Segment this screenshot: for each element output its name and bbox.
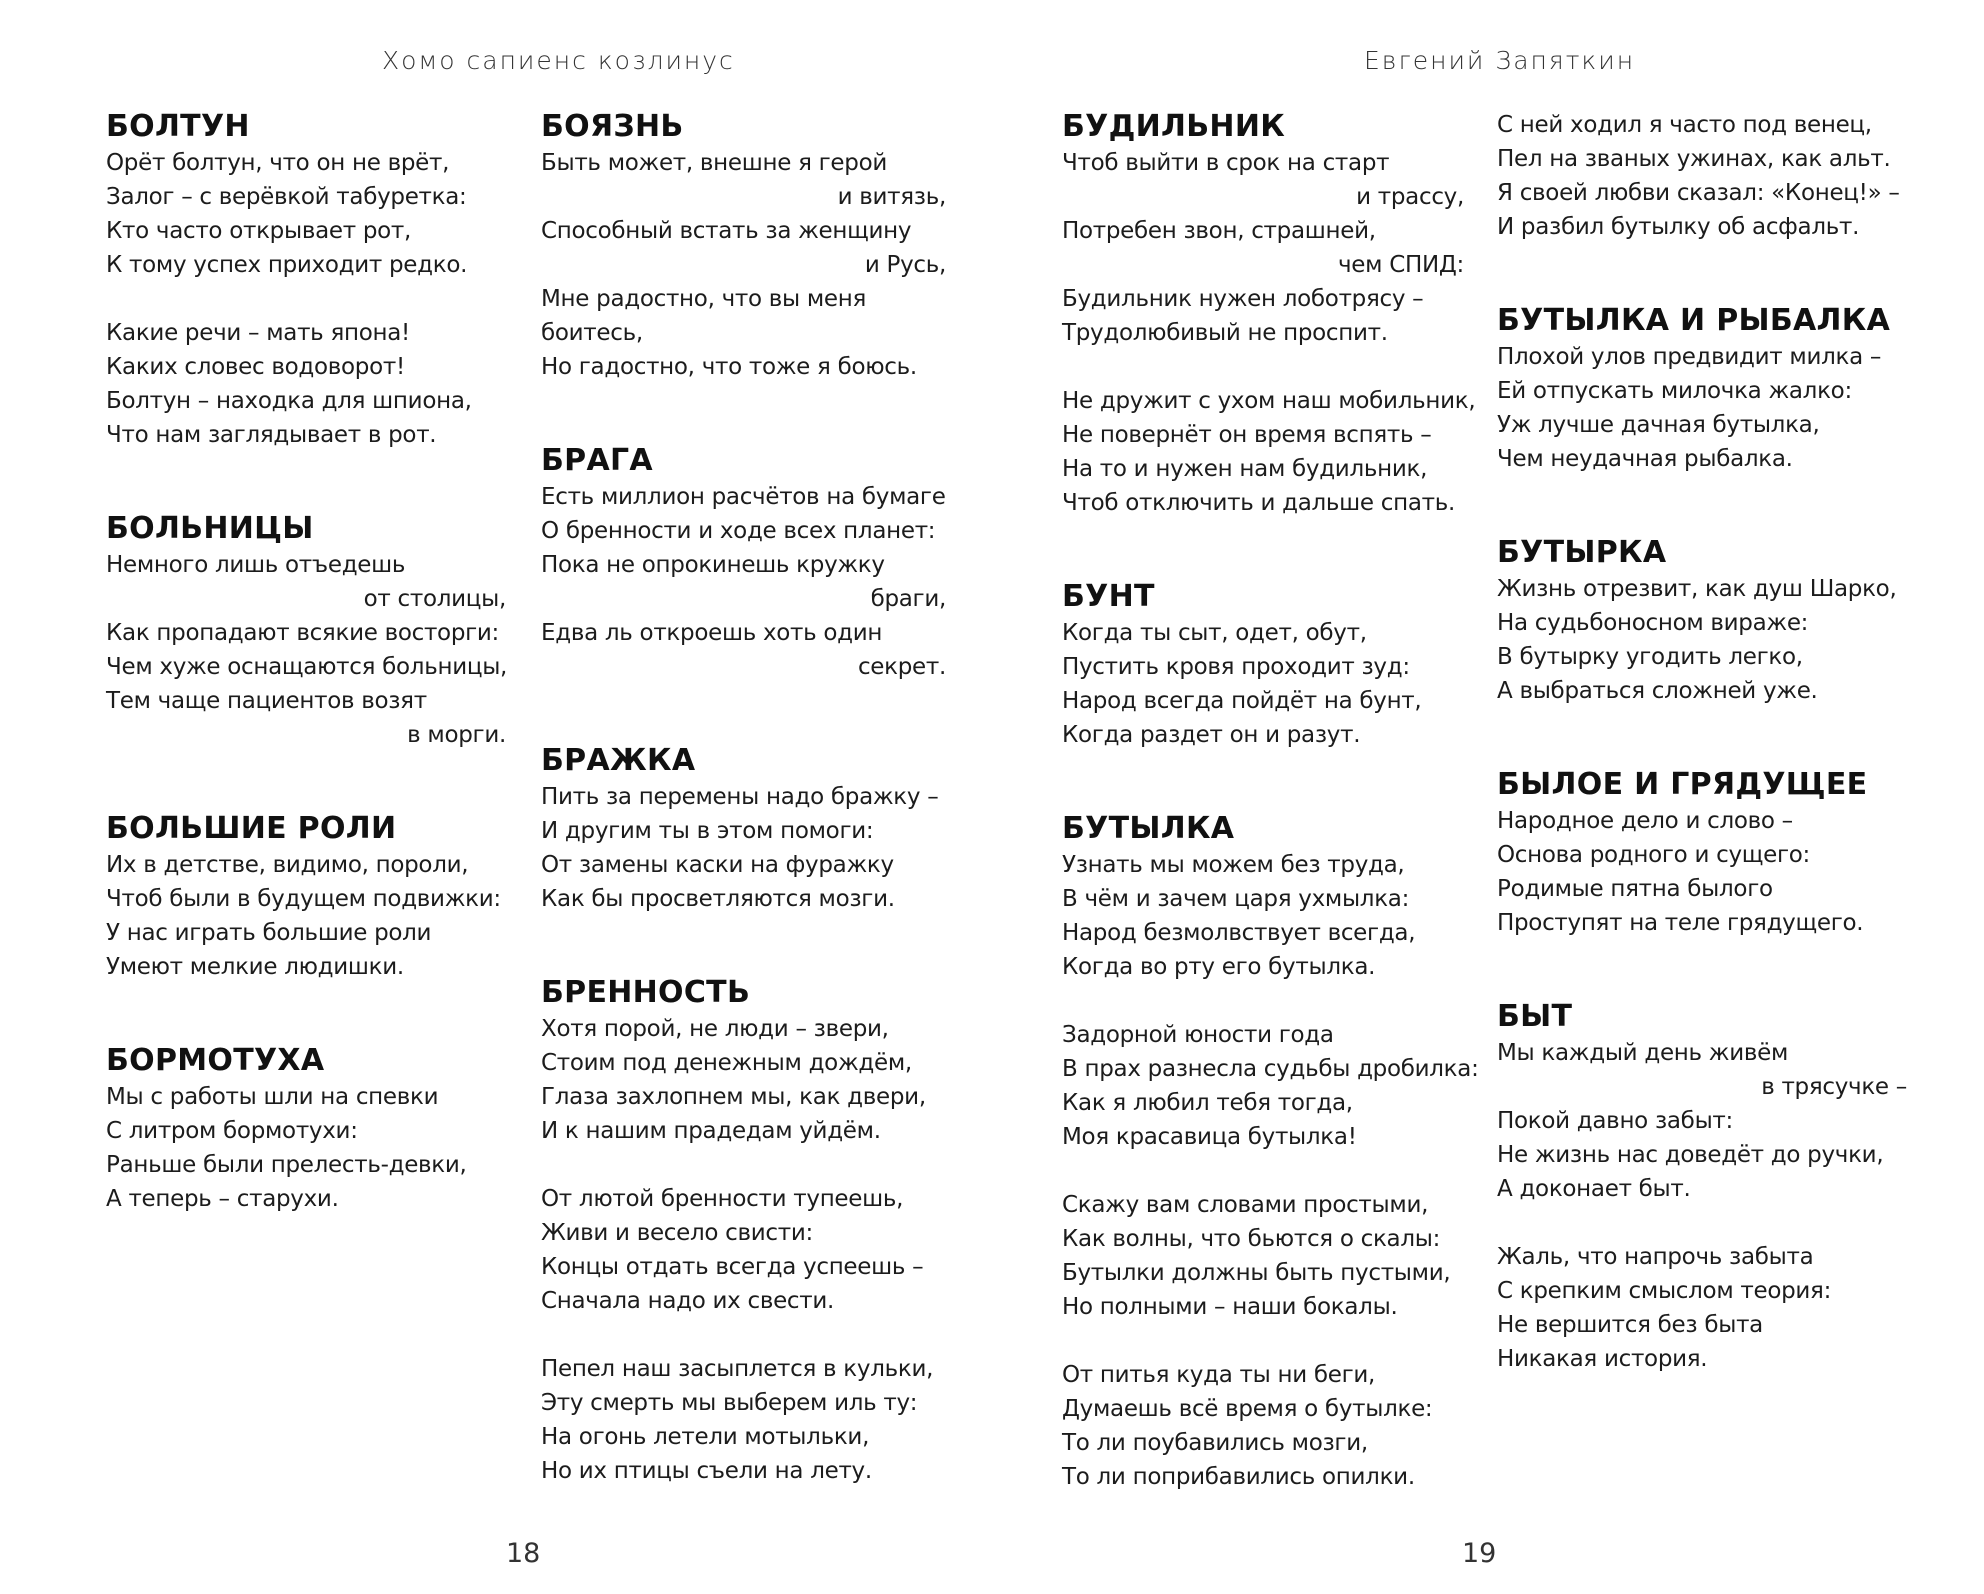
poem-line: Когда во рту его бутылка. (1062, 954, 1376, 980)
poem-entry (106, 1042, 506, 1216)
poem-line: Эту смерть мы выберем иль ту: (541, 1390, 918, 1416)
poem-line: Ей отпускать милочка жалко: (1497, 378, 1852, 404)
poem-line: Народное дело и слово – (1497, 808, 1793, 834)
poem-line: Мы с работы шли на спевки (106, 1084, 439, 1110)
page-number-left: 18 (506, 1538, 541, 1569)
poem-line: Потребен звон, страшней, (1062, 218, 1376, 244)
poem-stanza (1062, 1188, 1464, 1324)
poem-line: браги, (870, 586, 946, 612)
poem-line: боитесь, (541, 320, 643, 346)
poem-line: В прах разнесла судьбы дробилка: (1062, 1056, 1479, 1082)
poem-title: БУТЫЛКА (1062, 811, 1235, 846)
right-page (992, 0, 1984, 1594)
poem-line: Но гадостно, что тоже я боюсь. (541, 354, 917, 380)
poem-entry (106, 810, 506, 984)
poem-line: Родимые пятна былого (1497, 876, 1773, 902)
poem-line: Скажу вам словами простыми, (1062, 1192, 1429, 1218)
poem-title: БОРМОТУХА (106, 1043, 325, 1078)
poem-line: И к нашим прадедам уйдём. (541, 1118, 881, 1144)
poem-line: Мы каждый день живём (1497, 1040, 1789, 1066)
poem-line: Но их птицы съели на лету. (541, 1458, 872, 1484)
poem-line: Когда раздет он и разут. (1062, 722, 1361, 748)
poem-line: Умеют мелкие людишки. (106, 954, 404, 980)
poem-line: А выбраться сложней уже. (1497, 678, 1818, 704)
poem-line: На судьбоносном вираже: (1497, 610, 1809, 636)
poem-line: Задорной юности года (1062, 1022, 1334, 1048)
poem-stanza (541, 1352, 946, 1488)
running-head-left: Хомо сапиенс козлинус (382, 46, 735, 75)
poem-line: Проступят на теле грядущего. (1497, 910, 1864, 936)
poem-line: Как я любил тебя тогда, (1062, 1090, 1353, 1116)
poem-line: Жаль, что напрочь забыта (1497, 1244, 1814, 1270)
poem-title: БЫТ (1497, 999, 1573, 1034)
column-left-2 (541, 108, 946, 1546)
poem-stanza (106, 1080, 506, 1216)
poem-line: Чем неудачная рыбалка. (1497, 446, 1793, 472)
poem-stanza (1062, 1358, 1464, 1494)
poem-entry (1062, 810, 1479, 1494)
poem-line: Не вершится без быта (1497, 1312, 1763, 1338)
poem-line: Как пропадают всякие восторги: (106, 620, 499, 646)
poem-stanza (1062, 384, 1476, 520)
poem-stanza (541, 1012, 946, 1148)
poem-line: Мне радостно, что вы меня (541, 286, 867, 312)
poem-line: в морги. (407, 722, 506, 748)
poem-line: Покой давно забыт: (1497, 1108, 1733, 1134)
poem-line: Пустить кровя проходит зуд: (1062, 654, 1410, 680)
poem-line: Стоим под денежным дождём, (541, 1050, 912, 1076)
poem-line: Способный встать за женщину (541, 218, 912, 244)
poem-stanza (1497, 340, 1907, 476)
poem-line: Чтоб выйти в срок на старт (1062, 150, 1390, 176)
poem-title: БУТЫЛКА И РЫБАЛКА (1497, 303, 1891, 338)
poem-entry (1062, 578, 1464, 752)
poem-line: От питья куда ты ни беги, (1062, 1362, 1376, 1388)
poem-line: Узнать мы можем без труда, (1062, 852, 1405, 878)
poem-line: Основа родного и сущего: (1497, 842, 1811, 868)
poem-line: секрет. (857, 654, 946, 680)
poem-line: И другим ты в этом помоги: (541, 818, 874, 844)
poem-line: и витязь, (837, 184, 946, 210)
poem-entry (1497, 998, 1907, 1376)
page-number-right: 19 (1462, 1538, 1497, 1569)
poem-line: Думаешь всё время о бутылке: (1062, 1396, 1433, 1422)
poem-line: Чтоб были в будущем подвижки: (106, 886, 501, 912)
poem-line: Быть может, внешне я герой (541, 150, 888, 176)
poem-line: Как волны, что бьются о скалы: (1062, 1226, 1441, 1252)
poem-line: Глаза захлопнем мы, как двери, (541, 1084, 926, 1110)
poem-line: Тем чаще пациентов возят (106, 688, 427, 714)
poem-stanza (106, 548, 506, 752)
poem-line: Когда ты сыт, одет, обут, (1062, 620, 1367, 646)
poem-line: Народ безмолвствует всегда, (1062, 920, 1416, 946)
poem-line: Будильник нужен лоботрясу – (1062, 286, 1424, 312)
poem-line: Живи и весело свисти: (541, 1220, 813, 1246)
poem-stanza (1062, 1018, 1479, 1154)
poem-line: и трассу, (1356, 184, 1464, 210)
poem-line: Что нам заглядывает в рот. (106, 422, 437, 448)
poem-line: Раньше были прелесть-девки, (106, 1152, 467, 1178)
poem-stanza (541, 1182, 946, 1318)
poem-line: Народ всегда пойдёт на бунт, (1062, 688, 1422, 714)
poem-entry (541, 974, 946, 1488)
poem-title: БУНТ (1062, 579, 1155, 614)
poem-entry (541, 742, 946, 916)
poem-entry (1497, 108, 1907, 244)
poem-line: На то и нужен нам будильник, (1062, 456, 1428, 482)
poem-title: БРЕННОСТЬ (541, 975, 751, 1010)
poem-line: Трудолюбивый не проспит. (1062, 320, 1388, 346)
poem-line: То ли поприбавились опилки. (1062, 1464, 1415, 1490)
poem-line: От замены каски на фуражку (541, 852, 894, 878)
poem-line: Моя красавица бутылка! (1062, 1124, 1357, 1150)
poem-stanza (1062, 616, 1464, 752)
poem-entry (106, 108, 506, 452)
poem-line: Едва ль откроешь хоть один (541, 620, 883, 646)
poem-stanza (541, 146, 946, 384)
poem-entry (1062, 108, 1476, 520)
poem-title: БОЯЗНЬ (541, 109, 684, 144)
poem-stanza (1497, 1240, 1907, 1376)
poem-line: Кто часто открывает рот, (106, 218, 412, 244)
poem-stanza (1062, 146, 1464, 350)
poem-entry (1497, 766, 1907, 940)
poem-line: от столицы, (363, 586, 506, 612)
poem-line: Какие речи – мать япона! (106, 320, 410, 346)
poem-line: А теперь – старухи. (106, 1186, 339, 1212)
running-head-right: Евгений Запяткин (1364, 46, 1636, 75)
poem-line: Не повернёт он время вспять – (1062, 422, 1432, 448)
poem-stanza (541, 480, 946, 684)
poem-stanza (1497, 1036, 1907, 1206)
poem-stanza (1497, 804, 1907, 940)
column-right-2 (1497, 108, 1907, 1434)
poem-line: О бренности и ходе всех планет: (541, 518, 936, 544)
poem-stanza (1062, 848, 1464, 984)
poem-line: Чтоб отключить и дальше спать. (1062, 490, 1456, 516)
poem-line: Пепел наш засыплется в кульки, (541, 1356, 934, 1382)
poem-line: И разбил бутылку об асфальт. (1497, 214, 1860, 240)
poem-title: БОЛТУН (106, 109, 250, 144)
poem-line: Концы отдать всегда успеешь – (541, 1254, 924, 1280)
poem-line: Немного лишь отъедешь (106, 552, 406, 578)
poem-line: Чем хуже оснащаются больницы, (106, 654, 508, 680)
poem-entry (106, 510, 506, 752)
poem-title: БЫЛОЕ И ГРЯДУЩЕЕ (1497, 767, 1868, 802)
poem-line: Их в детстве, видимо, пороли, (106, 852, 469, 878)
poem-title: БУТЫРКА (1497, 535, 1667, 570)
poem-title: БУДИЛЬНИК (1062, 109, 1286, 144)
poem-title: БРАГА (541, 443, 653, 478)
poem-stanza (106, 316, 506, 452)
poem-line: А доконает быт. (1497, 1176, 1691, 1202)
poem-line: Залог – с верёвкой табуретка: (106, 184, 467, 210)
poem-line: На огонь летели мотыльки, (541, 1424, 870, 1450)
poem-line: Не дружит с ухом наш мобильник, (1062, 388, 1476, 414)
poem-line: Пел на званых ужинах, как альт. (1497, 146, 1891, 172)
column-right-1 (1062, 108, 1479, 1552)
poem-line: Никакая история. (1497, 1346, 1708, 1372)
poem-stanza (1497, 572, 1907, 708)
poem-entry (1497, 302, 1907, 476)
poem-line: в трясучке – (1761, 1074, 1907, 1100)
poem-line: Есть миллион расчётов на бумаге (541, 484, 946, 510)
poem-line: То ли поубавились мозги, (1062, 1430, 1368, 1456)
poem-entry (541, 442, 946, 684)
poem-line: В чём и зачем царя ухмылка: (1062, 886, 1410, 912)
poem-line: С ней ходил я часто под венец, (1497, 112, 1872, 138)
poem-line: Жизнь отрезвит, как душ Шарко, (1497, 576, 1897, 602)
poem-stanza (1497, 108, 1907, 244)
poem-entry (541, 108, 946, 384)
poem-line: Пить за перемены надо бражку – (541, 784, 939, 810)
poem-line: Пока не опрокинешь кружку (541, 552, 885, 578)
poem-stanza (106, 146, 506, 282)
poem-line: чем СПИД: (1338, 252, 1464, 278)
poem-line: С литром бормотухи: (106, 1118, 358, 1144)
poem-title: БОЛЬНИЦЫ (106, 511, 314, 546)
poem-line: Не жизнь нас доведёт до ручки, (1497, 1142, 1884, 1168)
poem-line: Каких словес водоворот! (106, 354, 405, 380)
poem-line: В бутырку угодить легко, (1497, 644, 1803, 670)
poem-line: К тому успех приходит редко. (106, 252, 468, 278)
poem-title: БОЛЬШИЕ РОЛИ (106, 811, 397, 846)
poem-entry (1497, 534, 1907, 708)
poem-line: и Русь, (864, 252, 946, 278)
poem-line: Хотя порой, не люди – звери, (541, 1016, 889, 1042)
poem-stanza (541, 780, 946, 916)
poem-line: Я своей любви сказал: «Конец!» – (1497, 180, 1900, 206)
poem-line: От лютой бренности тупеешь, (541, 1186, 904, 1212)
poem-line: Но полными – наши бокалы. (1062, 1294, 1398, 1320)
poem-line: Болтун – находка для шпиона, (106, 388, 472, 414)
poem-line: Орёт болтун, что он не врёт, (106, 150, 450, 176)
poem-line: С крепким смыслом теория: (1497, 1278, 1832, 1304)
poem-line: Как бы просветляются мозги. (541, 886, 895, 912)
poem-line: Бутылки должны быть пустыми, (1062, 1260, 1451, 1286)
poem-stanza (106, 848, 506, 984)
column-left-1 (106, 108, 506, 1274)
poem-line: Уж лучше дачная бутылка, (1497, 412, 1820, 438)
poem-line: У нас играть большие роли (106, 920, 432, 946)
poem-line: Плохой улов предвидит милка – (1497, 344, 1882, 370)
poem-line: Сначала надо их свести. (541, 1288, 835, 1314)
poem-title: БРАЖКА (541, 743, 696, 778)
